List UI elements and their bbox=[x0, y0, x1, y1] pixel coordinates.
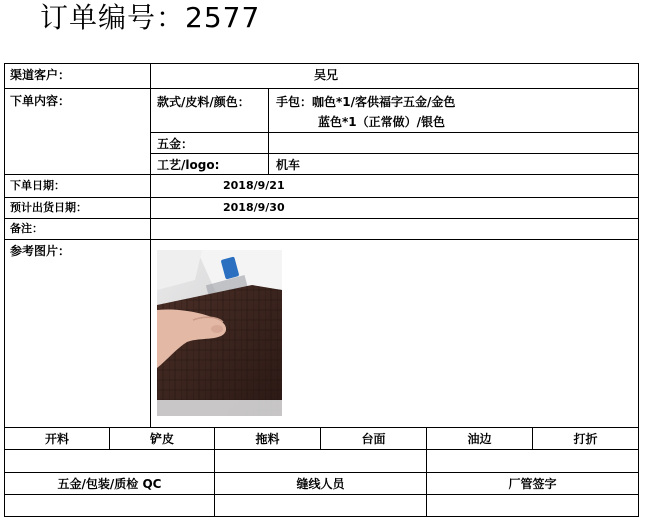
craft-logo-label: 工艺/logo: bbox=[157, 158, 220, 172]
hardware-label: 五金： bbox=[157, 137, 194, 151]
sign-stitching-header: 缝线人员 bbox=[296, 477, 345, 491]
style-material-color-label: 款式/皮料/颜色： bbox=[157, 95, 250, 109]
style-line-2: 蓝色*1（正常做）/银色 bbox=[318, 115, 446, 129]
process-split-header: 拖料 bbox=[255, 432, 280, 446]
order-date-value: 2018/9/21 bbox=[223, 179, 285, 192]
handbag-photo-image bbox=[157, 250, 282, 416]
ship-date-value: 2018/9/30 bbox=[223, 201, 285, 214]
reference-photo bbox=[157, 250, 282, 416]
process-bench-header: 台面 bbox=[361, 432, 386, 446]
process-edge-oil-header: 油边 bbox=[467, 432, 492, 446]
order-content-label: 下单内容： bbox=[10, 94, 71, 108]
sign-manager-header: 厂管签字 bbox=[508, 477, 557, 491]
process-skive-header: 铲皮 bbox=[149, 432, 174, 446]
order-number-title bbox=[40, 0, 260, 36]
remark-label: 备注： bbox=[10, 222, 43, 235]
reference-image-label: 参考图片： bbox=[10, 244, 71, 258]
customer-label: 渠道客户： bbox=[10, 68, 71, 82]
craft-logo-value: 机车 bbox=[276, 158, 301, 172]
order-number-value: 2577 bbox=[185, 1, 261, 34]
order-number-label: 订单编号： bbox=[40, 1, 186, 34]
sign-hardware-qc-header: 五金/包装/质检 QC bbox=[57, 477, 162, 491]
process-fold-header: 打折 bbox=[573, 432, 598, 446]
ship-date-label: 预计出货日期： bbox=[10, 201, 87, 214]
process-cut-header: 开料 bbox=[44, 432, 69, 446]
customer-value: 吴兄 bbox=[313, 68, 338, 82]
order-date-label: 下单日期： bbox=[10, 179, 65, 192]
style-line-1: 手包：咖色*1/客供福字五金/金色 bbox=[276, 95, 456, 109]
